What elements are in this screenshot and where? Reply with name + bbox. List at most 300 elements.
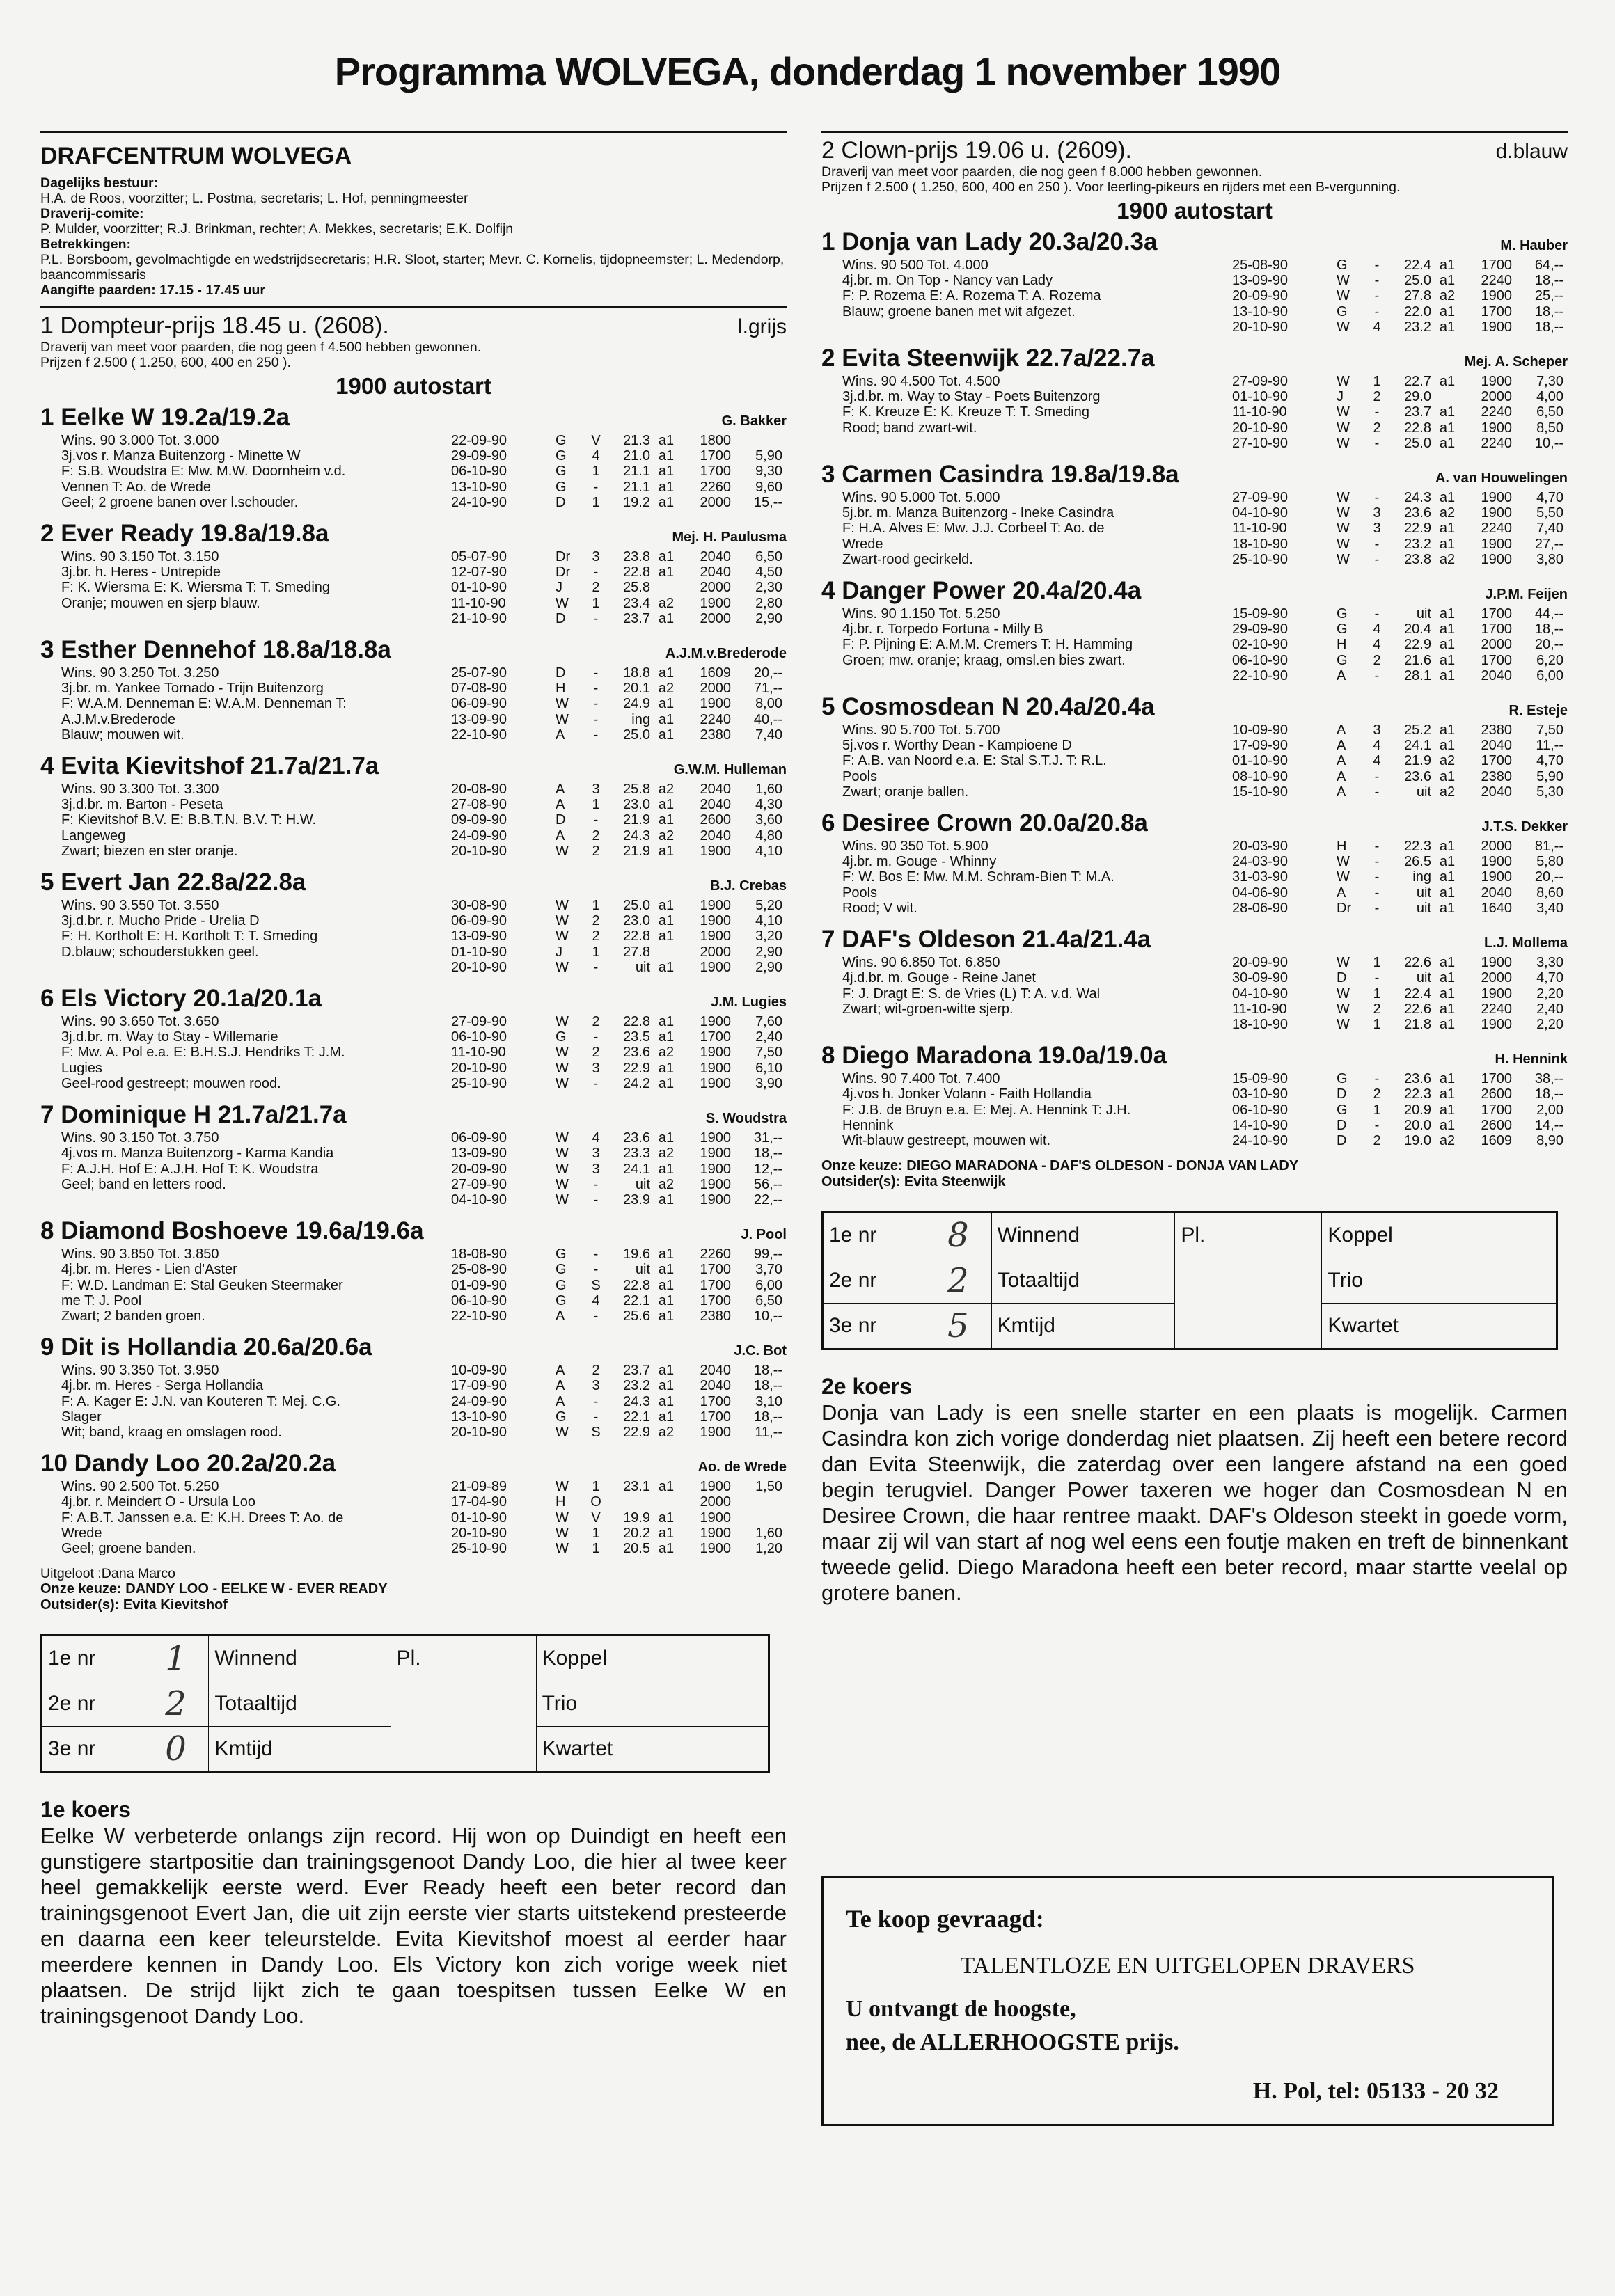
- result-place: -: [593, 1393, 599, 1409]
- result-place: 1: [592, 1525, 600, 1541]
- result-odds: 3,80: [1536, 551, 1563, 567]
- result-odds: 18,--: [753, 1146, 782, 1162]
- result-place: 1: [592, 1540, 600, 1556]
- result-date: 20-10-90: [451, 1424, 507, 1440]
- result-place: 1: [1373, 1102, 1381, 1118]
- result-grid-row: [823, 1304, 1557, 1349]
- result-distance: 1700: [1481, 652, 1512, 668]
- result-date: 15-09-90: [1232, 1071, 1289, 1087]
- result-date: 06-10-90: [451, 464, 507, 480]
- horse-body: [40, 1479, 787, 1556]
- result-date: 06-10-90: [1232, 1102, 1289, 1118]
- horse-driver: Ao. de Wrede: [698, 1459, 787, 1475]
- result-date: 15-09-90: [1232, 606, 1289, 622]
- result-row: [1232, 389, 1568, 404]
- position-label: 1e nr: [823, 1212, 926, 1258]
- result-track: W: [556, 1479, 569, 1495]
- horse-info: [40, 1479, 451, 1556]
- result-row: [451, 464, 787, 479]
- result-track: W: [1337, 435, 1350, 451]
- race-title: 1 Dompteur-prijs 18.45 u. (2608).: [40, 312, 389, 339]
- result-row: [1232, 955, 1568, 970]
- result-date: 24-09-90: [451, 828, 507, 844]
- result-distance: 1900: [700, 1161, 731, 1177]
- result-row: [1232, 769, 1568, 784]
- result-date: 24-10-90: [451, 494, 507, 510]
- result-distance: 2040: [1481, 885, 1512, 901]
- result-time: 23.9: [623, 1191, 650, 1208]
- horse-info-line: F: P. Pijning E: A.M.M. Cremers T: H. Hamming: [842, 637, 1133, 653]
- result-row: [451, 1425, 787, 1440]
- position-label: 2e nr: [823, 1258, 926, 1304]
- result-date: 06-09-90: [451, 913, 507, 929]
- horse-body: [821, 606, 1568, 683]
- result-time: 22.6: [1404, 1001, 1431, 1017]
- result-odds: 71,--: [753, 681, 782, 697]
- horse-title: [40, 636, 787, 665]
- horse-title: [821, 693, 1568, 722]
- result-row: [1232, 436, 1568, 451]
- horse-info-line: 4j.br. r. Meindert O - Ursula Loo: [61, 1494, 256, 1510]
- horse-driver: A. van Houwelingen: [1435, 470, 1568, 486]
- result-place: 4: [1373, 319, 1381, 335]
- horse-entry: [40, 1101, 787, 1208]
- result-start: a1: [1439, 1086, 1456, 1102]
- result-track: A: [1337, 722, 1346, 738]
- combination-bet: Koppel: [536, 1636, 769, 1681]
- result-time: 21.6: [1404, 652, 1431, 668]
- result-distance: 2600: [1481, 1117, 1512, 1133]
- result-distance: 1900: [1481, 536, 1512, 552]
- result-distance: 1900: [700, 1045, 731, 1061]
- result-track: G: [556, 1292, 567, 1308]
- result-time: uit: [635, 1262, 650, 1278]
- result-row: [451, 681, 787, 696]
- result-time: 19.6: [623, 1246, 650, 1262]
- result-track: W: [1337, 536, 1350, 552]
- result-distance: 1900: [1481, 985, 1512, 1001]
- horse-name: 9 Dit is Hollandia 20.6a/20.6a: [40, 1333, 372, 1361]
- result-place: -: [1374, 885, 1380, 901]
- result-date: 20-10-90: [1232, 420, 1289, 436]
- result-start: a2: [1439, 1132, 1456, 1148]
- result-time: 23.2: [623, 1378, 650, 1394]
- result-start: a1: [658, 1525, 675, 1541]
- result-distance: 2040: [700, 1363, 731, 1379]
- result-date: 20-09-90: [1232, 955, 1289, 971]
- result-time: 25.0: [623, 727, 650, 743]
- horse-name: 2 Ever Ready 19.8a/19.8a: [40, 520, 329, 548]
- result-time: 25.2: [1404, 722, 1431, 738]
- result-place: -: [593, 711, 599, 727]
- result-track: Dr: [556, 549, 571, 565]
- bet-type: Totaaltijd: [991, 1258, 1175, 1304]
- result-date: 04-06-90: [1232, 885, 1289, 901]
- horse-info: [40, 898, 451, 975]
- result-place: -: [1374, 869, 1380, 885]
- result-start: [650, 1494, 682, 1510]
- result-date: 10-09-90: [1232, 722, 1289, 738]
- horse-body: [40, 1363, 787, 1440]
- result-distance: 1900: [700, 696, 731, 712]
- horse-info-line: Vennen T: Ao. de Wrede: [61, 479, 211, 495]
- result-place: -: [593, 727, 599, 743]
- result-distance: 1700: [1481, 621, 1512, 638]
- result-time: 24.9: [623, 696, 650, 712]
- result-track: D: [556, 610, 566, 626]
- result-odds: 22,--: [753, 1191, 782, 1208]
- result-row: [1232, 1118, 1568, 1133]
- result-row: [1232, 839, 1568, 854]
- result-track: D: [1337, 1132, 1347, 1148]
- horse-info-line: Wins. 90 350 Tot. 5.900: [842, 839, 988, 855]
- result-track: H: [556, 681, 566, 697]
- horse-info-line: Lugies: [61, 1060, 102, 1076]
- result-row: [451, 1045, 787, 1060]
- result-row: [1232, 537, 1568, 552]
- horse-info: [821, 258, 1232, 335]
- result-track: A: [556, 828, 565, 844]
- result-time: 28.1: [1404, 667, 1431, 683]
- result-distance: 1900: [700, 1060, 731, 1076]
- horse-body: [821, 490, 1568, 567]
- result-track: W: [556, 1176, 569, 1192]
- horse-driver: G. Bakker: [721, 413, 787, 429]
- horse-driver: Mej. H. Paulusma: [672, 530, 787, 546]
- horse-info: [40, 1130, 451, 1208]
- result-track: G: [1337, 606, 1348, 622]
- result-odds: 4,00: [1536, 389, 1563, 405]
- handwritten-number: 2: [925, 1258, 991, 1304]
- horse-info-line: Oranje; mouwen en sjerp blauw.: [61, 595, 260, 611]
- result-odds: 31,--: [753, 1130, 782, 1146]
- horse-driver: J.M. Lugies: [711, 995, 787, 1011]
- result-track: A: [1337, 885, 1346, 901]
- result-row: [1232, 621, 1568, 637]
- result-time: 22.8: [623, 1014, 650, 1030]
- result-date: 13-09-90: [1232, 273, 1289, 289]
- result-odds: 99,--: [753, 1246, 782, 1262]
- horse-driver: Mej. A. Scheper: [1464, 354, 1568, 370]
- result-time: 23.7: [623, 1363, 650, 1379]
- result-place: 2: [1373, 420, 1381, 436]
- result-start: a1: [658, 433, 675, 448]
- result-row: [1232, 784, 1568, 800]
- result-distance: 1900: [700, 959, 731, 975]
- horse-info-line: F: A. Kager E: J.N. van Kouteren T: Mej. C.G.: [61, 1393, 340, 1409]
- ad-contact: H. Pol, tel: 05133 - 20 32: [1252, 2078, 1499, 2104]
- result-distance: 1900: [700, 1146, 731, 1162]
- result-odds: 1,60: [755, 1525, 782, 1541]
- result-odds: 7,40: [755, 727, 782, 743]
- result-row: [451, 1029, 787, 1045]
- result-row: [451, 1409, 787, 1425]
- result-start: a2: [658, 1146, 675, 1162]
- combination-bet: Trio: [1322, 1258, 1557, 1304]
- result-start: a1: [658, 898, 675, 914]
- result-place: 1: [592, 797, 600, 813]
- result-place: 2: [592, 1014, 600, 1030]
- result-date: 27-09-90: [451, 1176, 507, 1192]
- result-track: W: [556, 928, 569, 944]
- horse-title: [40, 1450, 787, 1479]
- result-row: [451, 1246, 787, 1262]
- our-choice: Onze keuze: DIEGO MARADONA - DAF'S OLDESON - DONJA VAN LADY: [821, 1158, 1299, 1174]
- result-odds: 5,90: [755, 448, 782, 464]
- result-place: -: [593, 1029, 599, 1045]
- result-odds: 7,40: [1536, 521, 1563, 537]
- horse-info-line: F: H.A. Alves E: Mw. J.J. Corbeel T: Ao. de: [842, 521, 1105, 537]
- horse-title: [40, 1217, 787, 1246]
- result-date: 21-09-89: [451, 1479, 507, 1495]
- result-odds: 7,50: [755, 1045, 782, 1061]
- result-start: a1: [658, 1262, 675, 1278]
- result-place: 3: [592, 549, 600, 565]
- horse-results: [451, 898, 787, 975]
- result-time: 22.1: [623, 1292, 650, 1308]
- result-start: a1: [658, 959, 675, 975]
- result-track: D: [1337, 970, 1347, 986]
- result-place: 1: [1373, 1016, 1381, 1032]
- result-date: 25-07-90: [451, 665, 507, 681]
- result-row: [1232, 606, 1568, 621]
- result-place: 1: [1373, 955, 1381, 971]
- result-row: [1232, 374, 1568, 389]
- result-track: G: [556, 433, 567, 448]
- result-track: G: [556, 1029, 567, 1045]
- horse-info-line: Blauw; groene banen met wit afgezet.: [842, 303, 1076, 319]
- horse-results: [1232, 374, 1568, 451]
- horse-entry: [40, 1450, 787, 1556]
- result-place: -: [1374, 900, 1380, 916]
- result-odds: 25,--: [1534, 288, 1563, 304]
- result-date: 01-10-90: [1232, 753, 1289, 769]
- horse-info-line: 3j.vos r. Manza Buitenzorg - Minette W: [61, 448, 301, 464]
- horse-info-line: 4j.vos m. Manza Buitenzorg - Karma Kandia: [61, 1146, 334, 1162]
- result-start: [650, 944, 682, 960]
- horse-info: [821, 606, 1232, 683]
- horse-info: [821, 374, 1232, 451]
- result-row: [1232, 521, 1568, 536]
- horse-info-line: Langeweg: [61, 828, 126, 844]
- result-row: [1232, 304, 1568, 319]
- place-bet: [1175, 1258, 1322, 1304]
- result-odds: 7,60: [755, 1014, 782, 1030]
- horse-info-line: F: W.A.M. Denneman E: W.A.M. Denneman T:: [61, 696, 347, 712]
- horse-title: [40, 869, 787, 898]
- combination-bet: Trio: [536, 1681, 769, 1727]
- bet-type: Winnend: [209, 1636, 391, 1681]
- result-row: [1232, 420, 1568, 436]
- horse-info: [821, 839, 1232, 916]
- horse-list: [40, 404, 787, 1556]
- result-place: 1: [592, 1479, 600, 1495]
- result-track: A: [556, 782, 565, 798]
- horse-name: 5 Evert Jan 22.8a/22.8a: [40, 869, 306, 896]
- our-choice: Onze keuze: DANDY LOO - EELKE W - EVER READY: [40, 1581, 388, 1597]
- result-time: 22.9: [1404, 521, 1431, 537]
- result-start: a1: [1439, 521, 1456, 537]
- result-track: D: [1337, 1117, 1347, 1133]
- race-conditions: Draverij van meet voor paarden, die nog geen f 4.500 hebben gewonnen.: [40, 340, 482, 355]
- result-distance: 1700: [700, 1029, 731, 1045]
- result-time: 21.9: [1404, 753, 1431, 769]
- result-date: 13-09-90: [451, 928, 507, 944]
- result-start: a1: [1439, 258, 1456, 273]
- result-start: a1: [658, 696, 675, 712]
- result-track: A: [1337, 753, 1346, 769]
- result-time: 20.9: [1404, 1102, 1431, 1118]
- result-odds: 2,40: [1536, 1001, 1563, 1017]
- result-date: 05-07-90: [451, 549, 507, 565]
- result-place: -: [593, 1262, 599, 1278]
- horse-title: [40, 1101, 787, 1130]
- result-row: [1232, 319, 1568, 335]
- result-place: -: [593, 1191, 599, 1208]
- result-row: [1232, 288, 1568, 303]
- result-odds: 7,30: [1536, 374, 1563, 390]
- horse-info-line: Wins. 90 3.000 Tot. 3.000: [61, 433, 219, 448]
- horse-info-line: F: H. Kortholt E: H. Kortholt T: T. Smeding: [61, 928, 318, 944]
- result-distance: 1700: [700, 1262, 731, 1278]
- horse-info-line: Wins. 90 3.550 Tot. 3.550: [61, 898, 219, 914]
- result-row: [451, 580, 787, 595]
- result-start: a1: [1439, 900, 1456, 916]
- result-track: W: [556, 696, 569, 712]
- result-track: W: [556, 1191, 569, 1208]
- result-place: -: [593, 812, 599, 828]
- horse-body: [821, 955, 1568, 1032]
- horse-driver: G.W.M. Hulleman: [673, 762, 787, 778]
- result-row: [1232, 738, 1568, 753]
- result-odds: 14,--: [1534, 1117, 1563, 1133]
- result-row: [1232, 1133, 1568, 1148]
- horse-info-line: Wins. 90 7.400 Tot. 7.400: [842, 1071, 1000, 1087]
- result-row: [451, 696, 787, 711]
- result-place: 2: [1373, 1086, 1381, 1102]
- horse-body: [821, 1071, 1568, 1148]
- result-odds: 27,--: [1534, 536, 1563, 552]
- result-odds: 18,--: [753, 1363, 782, 1379]
- result-time: uit: [1416, 900, 1431, 916]
- result-odds: 18,--: [1534, 621, 1563, 638]
- result-track: W: [1337, 985, 1350, 1001]
- result-odds: 4,70: [1536, 970, 1563, 986]
- result-odds: 3,40: [1536, 900, 1563, 916]
- result-track: Dr: [556, 564, 571, 580]
- result-start: a1: [658, 464, 675, 480]
- result-time: 22.9: [623, 1424, 650, 1440]
- horse-info-line: A.J.M.v.Brederode: [61, 711, 176, 727]
- race-prizes: Prijzen f 2.500 ( 1.250, 600, 400 en 250 ).: [40, 355, 291, 370]
- result-place: 3: [1373, 722, 1381, 738]
- horse-entry: [40, 404, 787, 510]
- horse-list: [821, 228, 1568, 1148]
- result-start: a1: [658, 494, 675, 510]
- result-odds: 11,--: [1536, 738, 1563, 754]
- horse-info-line: Geel; groene banden.: [61, 1540, 196, 1556]
- divider: [40, 131, 787, 133]
- result-odds: 6,10: [755, 1060, 782, 1076]
- result-place: -: [593, 696, 599, 712]
- horse-info-line: Wit; band, kraag en omslagen rood.: [61, 1424, 282, 1440]
- result-place: 1: [592, 898, 600, 914]
- result-odds: 18,--: [1534, 303, 1563, 319]
- result-odds: 2,90: [755, 944, 782, 960]
- result-row: [451, 944, 787, 960]
- horse-info-line: Wit-blauw gestreept, mouwen wit.: [842, 1132, 1051, 1148]
- result-track: A: [556, 1378, 565, 1394]
- result-row: [451, 1192, 787, 1208]
- result-track: W: [556, 711, 569, 727]
- horse-info-line: F: J.B. de Bruyn e.a. E: Mej. A. Hennink T: J.H.: [842, 1102, 1131, 1118]
- result-time: 20.1: [623, 681, 650, 697]
- horse-name: 6 Els Victory 20.1a/20.1a: [40, 985, 322, 1013]
- result-odds: 5,90: [1536, 768, 1563, 784]
- result-distance: 1900: [700, 1176, 731, 1192]
- result-track: W: [556, 1161, 569, 1177]
- result-date: 27-09-90: [451, 1014, 507, 1030]
- result-odds: 18,--: [753, 1378, 782, 1394]
- result-date: 10-09-90: [451, 1363, 507, 1379]
- horse-info-line: 4j.br. r. Torpedo Fortuna - Milly B: [842, 621, 1043, 638]
- result-time: 23.7: [623, 610, 650, 626]
- horse-info-line: F: P. Rozema E: A. Rozema T: A. Rozema: [842, 288, 1101, 304]
- result-start: a2: [1439, 288, 1456, 304]
- result-odds: 9,30: [755, 464, 782, 480]
- result-start: a1: [1439, 1016, 1456, 1032]
- result-odds: 20,--: [1534, 869, 1563, 885]
- place-bet: [391, 1681, 536, 1727]
- result-odds: 1,20: [755, 1540, 782, 1556]
- result-distance: 2040: [700, 549, 731, 565]
- horse-entry: [821, 345, 1568, 451]
- result-track: G: [1337, 1102, 1348, 1118]
- result-distance: 1609: [700, 665, 731, 681]
- result-place: V: [591, 433, 601, 448]
- result-track: W: [1337, 1001, 1350, 1017]
- result-time: 24.1: [1404, 738, 1431, 754]
- horse-info-line: F: K. Wiersma E: K. Wiersma T: T. Smeding: [61, 580, 331, 596]
- horse-results: [451, 782, 787, 859]
- horse-info: [40, 1246, 451, 1324]
- horse-driver: J.C. Bot: [734, 1343, 787, 1359]
- horse-info-line: Geel-rood gestreept; mouwen rood.: [61, 1075, 281, 1091]
- result-distance: 2260: [700, 479, 731, 495]
- horse-name: 7 Dominique H 21.7a/21.7a: [40, 1101, 347, 1129]
- result-distance: 1700: [1481, 258, 1512, 273]
- horse-title: [821, 345, 1568, 374]
- result-distance: 2000: [1481, 839, 1512, 855]
- result-time: 24.3: [1404, 490, 1431, 506]
- result-start: a1: [1439, 738, 1456, 754]
- horse-info-line: Wins. 90 500 Tot. 4.000: [842, 258, 988, 273]
- result-time: 22.9: [1404, 637, 1431, 653]
- result-row: [451, 1130, 787, 1146]
- horse-name: 8 Diamond Boshoeve 19.6a/19.6a: [40, 1217, 424, 1245]
- result-time: 22.9: [623, 1060, 650, 1076]
- horse-info-line: 4j.d.br. m. Gouge - Reine Janet: [842, 970, 1036, 986]
- result-place: -: [1374, 839, 1380, 855]
- result-place: 2: [592, 913, 600, 929]
- result-time: 24.3: [623, 1393, 650, 1409]
- horse-name: 4 Danger Power 20.4a/20.4a: [821, 577, 1142, 605]
- result-distance: 2040: [700, 1378, 731, 1394]
- result-odds: 2,00: [1536, 1102, 1563, 1118]
- horse-info: [821, 955, 1232, 1032]
- result-time: 20.5: [623, 1540, 650, 1556]
- result-distance: 1700: [700, 1292, 731, 1308]
